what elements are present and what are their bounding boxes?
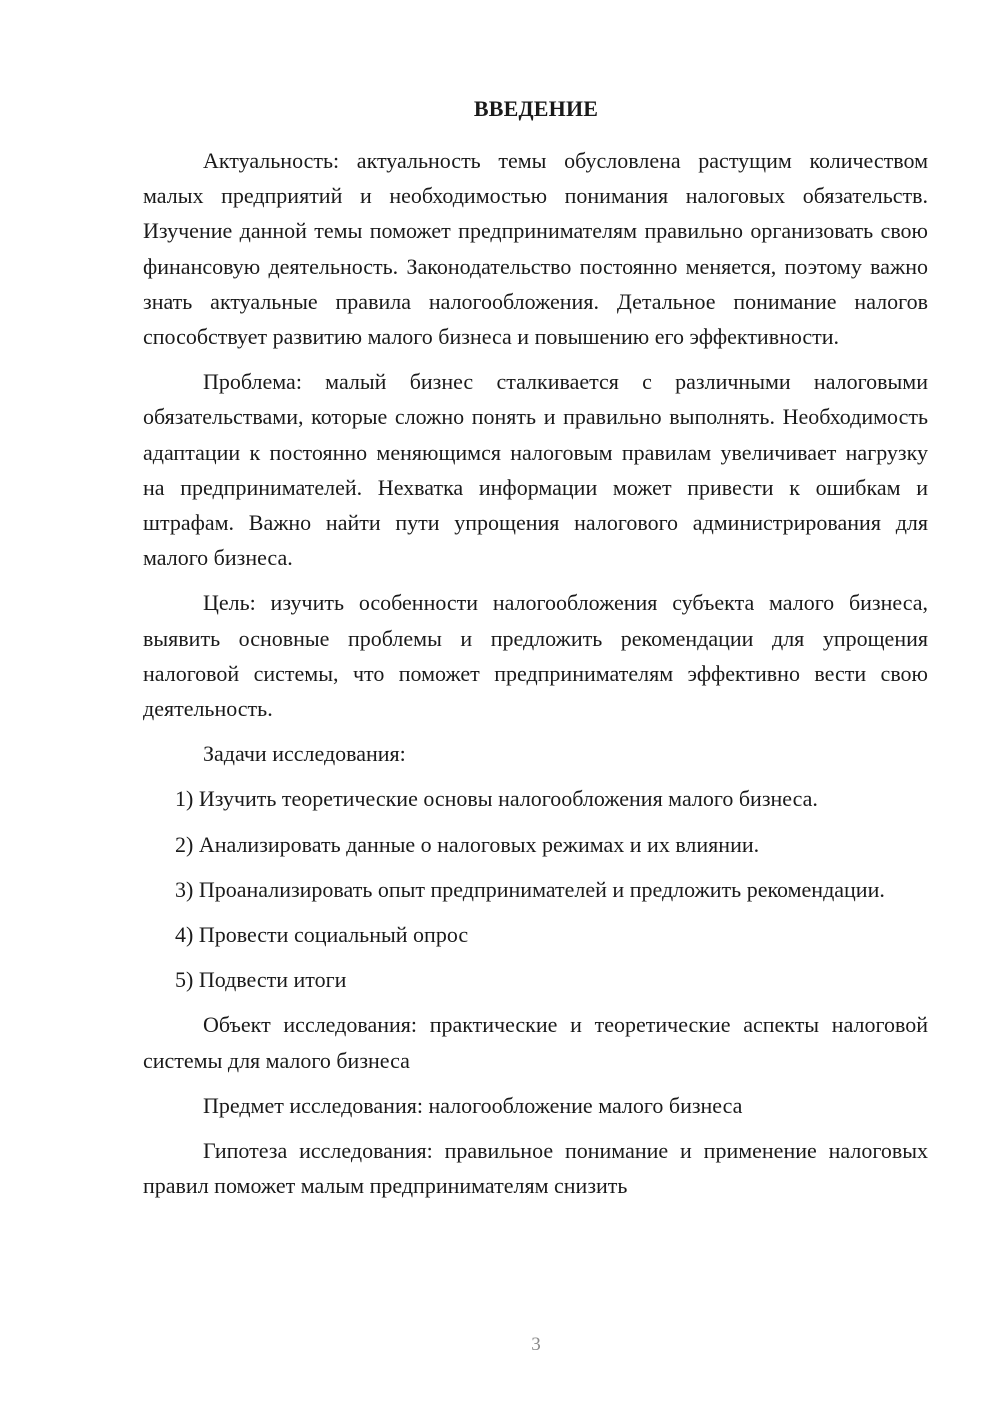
relevance-paragraph: Актуальность: актуальность темы обусловлена растущим количеством малых предприятий и необходимостью понимания налоговых обязательств. Изучение данной темы поможет предпринимателям правильно организовать свою финансовую деятельность. Законодательство постоянно меняется, поэтому важно знать актуальные правила налогообложения. Детальное понимание налогов способствует развитию малого бизнеса и повышению его эффективности. [143, 148, 928, 350]
hypothesis-paragraph: Гипотеза исследования: правильное понимание и применение налоговых правил поможет малым предпринимателям снизить [143, 1138, 928, 1199]
page-number: 3 [531, 1334, 541, 1355]
task-item-3: 3) Проанализировать опыт предпринимателей и предложить рекомендации. [175, 876, 885, 902]
goal-paragraph: Цель: изучить особенности налогообложения субъекта малого бизнеса, выявить основные проблемы и предложить рекомендации для упрощения налоговой системы, что поможет предпринимателям эффективно вести свою деятельность. [143, 590, 928, 722]
object-paragraph: Объект исследования: практические и теоретические аспекты налоговой системы для малого бизнеса [143, 1012, 928, 1073]
task-item-4: 4) Провести социальный опрос [175, 922, 469, 948]
task-item-2: 2) Анализировать данные о налоговых режимах и их влиянии. [175, 831, 760, 857]
task-item-5: 5) Подвести итоги [175, 967, 347, 993]
task-item-1: 1) Изучить теоретические основы налогообложения малого бизнеса. [175, 786, 818, 812]
tasks-title: Задачи исследования: [203, 741, 406, 767]
section-heading: ВВЕДЕНИЕ [473, 96, 599, 121]
problem-paragraph: Проблема: малый бизнес сталкивается с различными налоговыми обязательствами, которые сложно понять и правильно выполнять. Необходимость адаптации к постоянно меняющимся налоговым правилам увеличивает нагрузку на предпринимателей. Нехватка информации может привести к ошибкам и штрафам. Важно найти пути упрощения налогового администрирования для малого бизнеса. [143, 369, 928, 571]
body-text [143, 143, 928, 1213]
subject-paragraph: Предмет исследования: налогообложение малого бизнеса [203, 1092, 743, 1118]
